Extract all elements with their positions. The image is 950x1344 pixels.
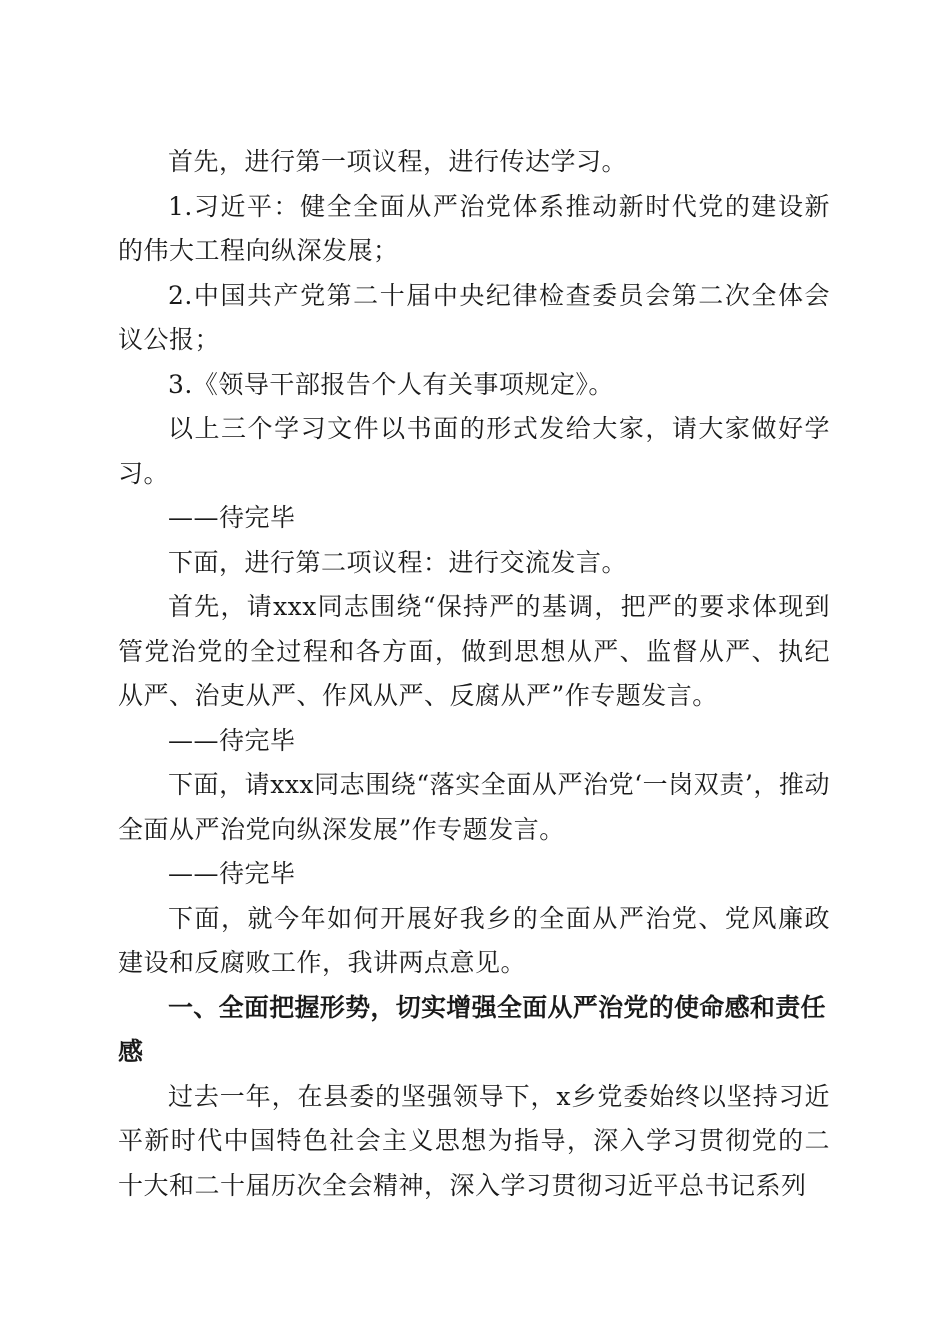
paragraph-item-3: 3.《领导干部报告个人有关事项规定》。 (168, 369, 614, 399)
document-body (118, 140, 830, 1208)
paragraph-speech-1: 首先，请xxx同志围绕“保持严的基调，把严的要求体现到管党治党的全过程和各方面，做到思想从严、监督从严、执纪从严、治吏从严、作风从严、反腐从严”作专题发言。 (118, 592, 830, 710)
paragraph-pause-2: ——待完毕 (168, 725, 296, 755)
paragraph-study-note: 以上三个学习文件以书面的形式发给大家，请大家做好学习。 (118, 414, 830, 488)
paragraph-item-2: 2.中国共产党第二十届中央纪律检查委员会第二次全体会议公报； (118, 280, 830, 354)
paragraph-agenda-two: 下面，进行第二项议程：进行交流发言。 (168, 547, 628, 577)
paragraph-opinions-intro: 下面，就今年如何开展好我乡的全面从严治党、党风廉政建设和反腐败工作，我讲两点意见。 (118, 903, 830, 977)
paragraph-body: 过去一年，在县委的坚强领导下，x乡党委始终以坚持习近平新时代中国特色社会主义思想为指导，深入学习贯彻党的二十大和二十届历次全会精神，深入学习贯彻习近平总书记系列 (118, 1081, 830, 1200)
paragraph-pause-3: ——待完毕 (168, 859, 296, 888)
paragraph-speech-2: 下面，请xxx同志围绕“落实全面从严治党‘一岗双责’，推动全面从严治党向纵深发展”作专题发言。 (118, 770, 830, 844)
paragraph-agenda-one: 首先，进行第一项议程，进行传达学习。 (168, 147, 628, 176)
paragraph-pause-1: ——待完毕 (168, 503, 296, 532)
section-heading: 一、全面把握形势，切实增强全面从严治党的使命感和责任感 (118, 992, 826, 1066)
paragraph-item-1: 1.习近平：健全全面从严治党体系推动新时代党的建设新的伟大工程向纵深发展； (118, 191, 830, 265)
